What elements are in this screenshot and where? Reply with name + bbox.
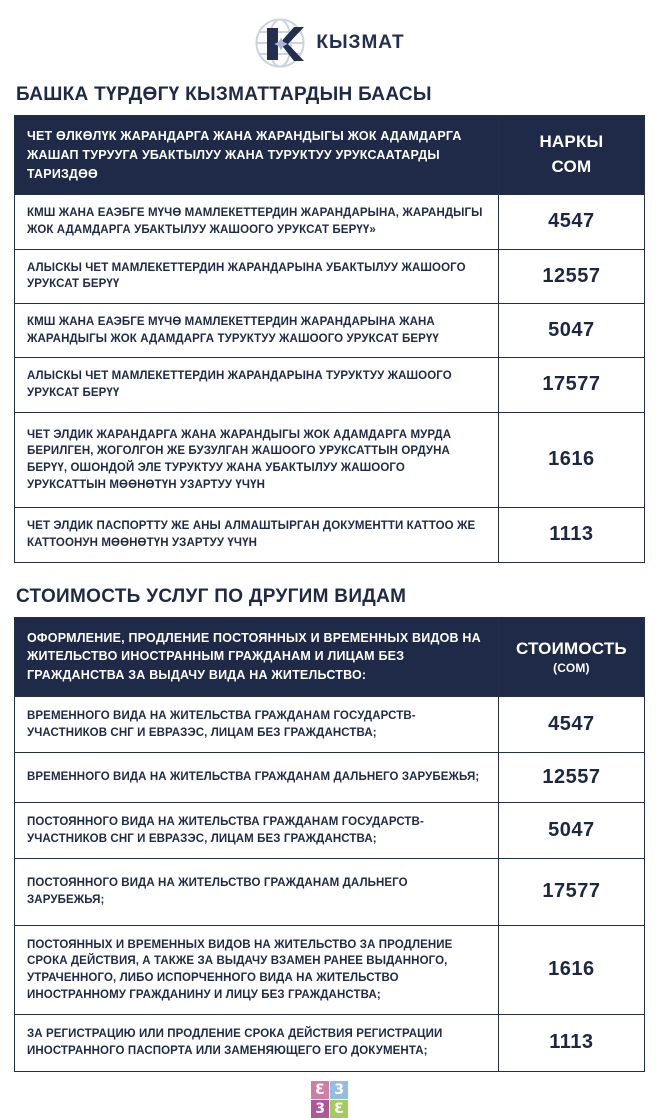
table-row xyxy=(15,412,645,508)
ornament-tile-green-icon: Ɛ xyxy=(330,1100,348,1118)
table-row xyxy=(15,925,645,1015)
table-row xyxy=(15,249,645,303)
table-row xyxy=(15,859,645,925)
table-row xyxy=(15,358,645,412)
ornament-tile-blue-icon: Ɛ xyxy=(330,1081,348,1099)
ornament-tile-pink-icon: Ɛ xyxy=(311,1081,329,1099)
table2-price-header-line1: СТОИМОСТЬ xyxy=(515,638,627,658)
table1-price-header xyxy=(498,116,644,195)
service-description: ЧЕТ ЭЛДИК ЖАРАНДАРГА ЖАНА ЖАРАНДЫГЫ ЖОК АДАМДАРГА МУРДА БЕРИЛГЕН, ЖОГОЛГОН ЖЕ БУЗУЛГАН ЖАШООГО УРУКСАТТЫН ОРДУНА БЕРҮҮ, ОШОНДОЙ ЭЛЕ ТУРУКТУУ ЖАНА УБАКТЫЛУУ ЖАШООГО УРУКСАТТЫН МӨӨНӨТҮН УЗАРТУУ ҮЧҮН xyxy=(15,412,499,508)
service-description: АЛЫСКЫ ЧЕТ МАМЛЕКЕТТЕРДИН ЖАРАНДАРЫНА ТУРУКТУУ ЖАШООГО УРУКСАТ БЕРҮҮ xyxy=(15,358,499,412)
table1-price-header-line2: СОМ xyxy=(551,157,592,177)
service-description: ЧЕТ ЭЛДИК ПАСПОРТТУ ЖЕ АНЫ АЛМАШТЫРГАН ДОКУМЕНТТИ КАТТОО ЖЕ КАТТООНУН МӨӨНӨТҮН УЗАРТУУ ҮЧҮН xyxy=(15,508,499,562)
service-price: 12557 xyxy=(498,753,644,803)
service-price: 5047 xyxy=(498,802,644,858)
service-price: 17577 xyxy=(498,859,644,925)
table1-service-header: ЧЕТ ӨЛКӨЛҮК ЖАРАНДАРГА ЖАНА ЖАРАНДЫГЫ ЖОК АДАМДАРГА ЖАШАП ТУРУУГА УБАКТЫЛУУ ЖАНА ТУРУКТУУ УРУКСААТАРДЫ ТАРИЗДӨӨ xyxy=(15,116,499,195)
section1-title: БАШКА ТҮРДӨГҮ КЫЗМАТТАРДЫН БААСЫ xyxy=(16,84,432,105)
table2-price-header-line2: (СОМ) xyxy=(553,661,590,676)
kyrgyz-price-table xyxy=(14,115,645,563)
service-description: ПОСТОЯННОГО ВИДА НА ЖИТЕЛЬСТВО ГРАЖДАНАМ ДАЛЬНЕГО ЗАРУБЕЖЬЯ; xyxy=(15,859,499,925)
section2-title: СТОИМОСТЬ УСЛУГ ПО ДРУГИМ ВИДАМ xyxy=(16,585,407,607)
service-price: 17577 xyxy=(498,358,644,412)
service-price: 1616 xyxy=(498,925,644,1015)
service-description: АЛЫСКЫ ЧЕТ МАМЛЕКЕТТЕРДИН ЖАРАНДАРЫНА УБАКТЫЛУУ ЖАШООГО УРУКСАТ БЕРҮҮ xyxy=(15,249,499,303)
service-description: ВРЕМЕННОГО ВИДА НА ЖИТЕЛЬСТВА ГРАЖДАНАМ ГОСУДАРСТВ-УЧАСТНИКОВ СНГ И ЕВРАЗЭС, ЛИЦАМ БЕЗ ГРАЖДАНСТВА; xyxy=(15,696,499,752)
service-description: ПОСТОЯННЫХ И ВРЕМЕННЫХ ВИДОВ НА ЖИТЕЛЬСТВО ЗА ПРОДЛЕНИЕ СРОКА ДЕЙСТВИЯ, А ТАКЖЕ ЗА ВЫДАЧУ ВЗАМЕН РАНЕЕ ВЫДАННОГО, УТРАЧЕННОГО, ЛИБО ИСПОРЧЕННОГО ВИДА НА ЖИТЕЛЬСТВО ИНОСТРАННОМУ ГРАЖДАНИНУ И ЛИЦУ БЕЗ ГРАЖДАНСТВА; xyxy=(15,925,499,1015)
kyrgyz-ornament-logo-icon xyxy=(311,1081,348,1118)
table-row xyxy=(15,753,645,803)
table1-price-header-line1: НАРКЫ xyxy=(539,132,604,152)
table-row xyxy=(15,696,645,752)
service-description: КМШ ЖАНА ЕАЭБГЕ МҮЧӨ МАМЛЕКЕТТЕРДИН ЖАРАНДАРЫНА, ЖАРАНДЫГЫ ЖОК АДАМДАРГА УБАКТЫЛУУ ЖАШООГО УРУКСАТ БЕРҮҮ» xyxy=(15,195,499,249)
table1-header-row xyxy=(15,116,645,195)
service-price: 5047 xyxy=(498,303,644,357)
service-price: 1113 xyxy=(498,508,644,562)
service-price: 1113 xyxy=(498,1015,644,1071)
service-description: ЗА РЕГИСТРАЦИЮ ИЛИ ПРОДЛЕНИЕ СРОКА ДЕЙСТВИЯ РЕГИСТРАЦИИ ИНОСТРАННОГО ПАСПОРТА ИЛИ ЗАМЕНЯЮЩЕГО ЕГО ДОКУМЕНТА; xyxy=(15,1015,499,1071)
table2-service-header: ОФОРМЛЕНИЕ, ПРОДЛЕНИЕ ПОСТОЯННЫХ И ВРЕМЕННЫХ ВИДОВ НА ЖИТЕЛЬСТВО ИНОСТРАННЫМ ГРАЖДАНАМ И ЛИЦАМ БЕЗ ГРАЖДАНСТВА ЗА ВЫДАЧУ ВИДА НА ЖИТЕЛЬСТВО: xyxy=(15,617,499,696)
table-row xyxy=(15,802,645,858)
kyzmat-globe-logo-icon xyxy=(254,17,306,69)
service-description: ВРЕМЕННОГО ВИДА НА ЖИТЕЛЬСТВА ГРАЖДАНАМ ДАЛЬНЕГО ЗАРУБЕЖЬЯ; xyxy=(15,753,499,803)
service-price: 1616 xyxy=(498,412,644,508)
table-row xyxy=(15,1015,645,1071)
table-row xyxy=(15,195,645,249)
service-price: 12557 xyxy=(498,249,644,303)
service-price: 4547 xyxy=(498,696,644,752)
table-row xyxy=(15,508,645,562)
service-description: КМШ ЖАНА ЕАЭБГЕ МҮЧӨ МАМЛЕКЕТТЕРДИН ЖАРАНДАРЫНА ЖАНА ЖАРАНДЫГЫ ЖОК АДАМДАРГА ТУРУКТУУ ЖАШООГО УРУКСАТ БЕРҮҮ xyxy=(15,303,499,357)
service-description: ПОСТОЯННОГО ВИДА НА ЖИТЕЛЬСТВА ГРАЖДАНАМ ГОСУДАРСТВ-УЧАСТНИКОВ СНГ И ЕВРАЗЭС, ЛИЦАМ БЕЗ ГРАЖДАНСТВА; xyxy=(15,802,499,858)
brand-name: КЫЗМАТ xyxy=(316,32,405,53)
table2-header-row xyxy=(15,617,645,696)
service-price: 4547 xyxy=(498,195,644,249)
ornament-tile-magenta-icon: Ɛ xyxy=(311,1100,329,1118)
table-row xyxy=(15,303,645,357)
table2-price-header xyxy=(498,617,644,696)
russian-price-table xyxy=(14,617,645,1072)
brand-header xyxy=(14,14,645,72)
